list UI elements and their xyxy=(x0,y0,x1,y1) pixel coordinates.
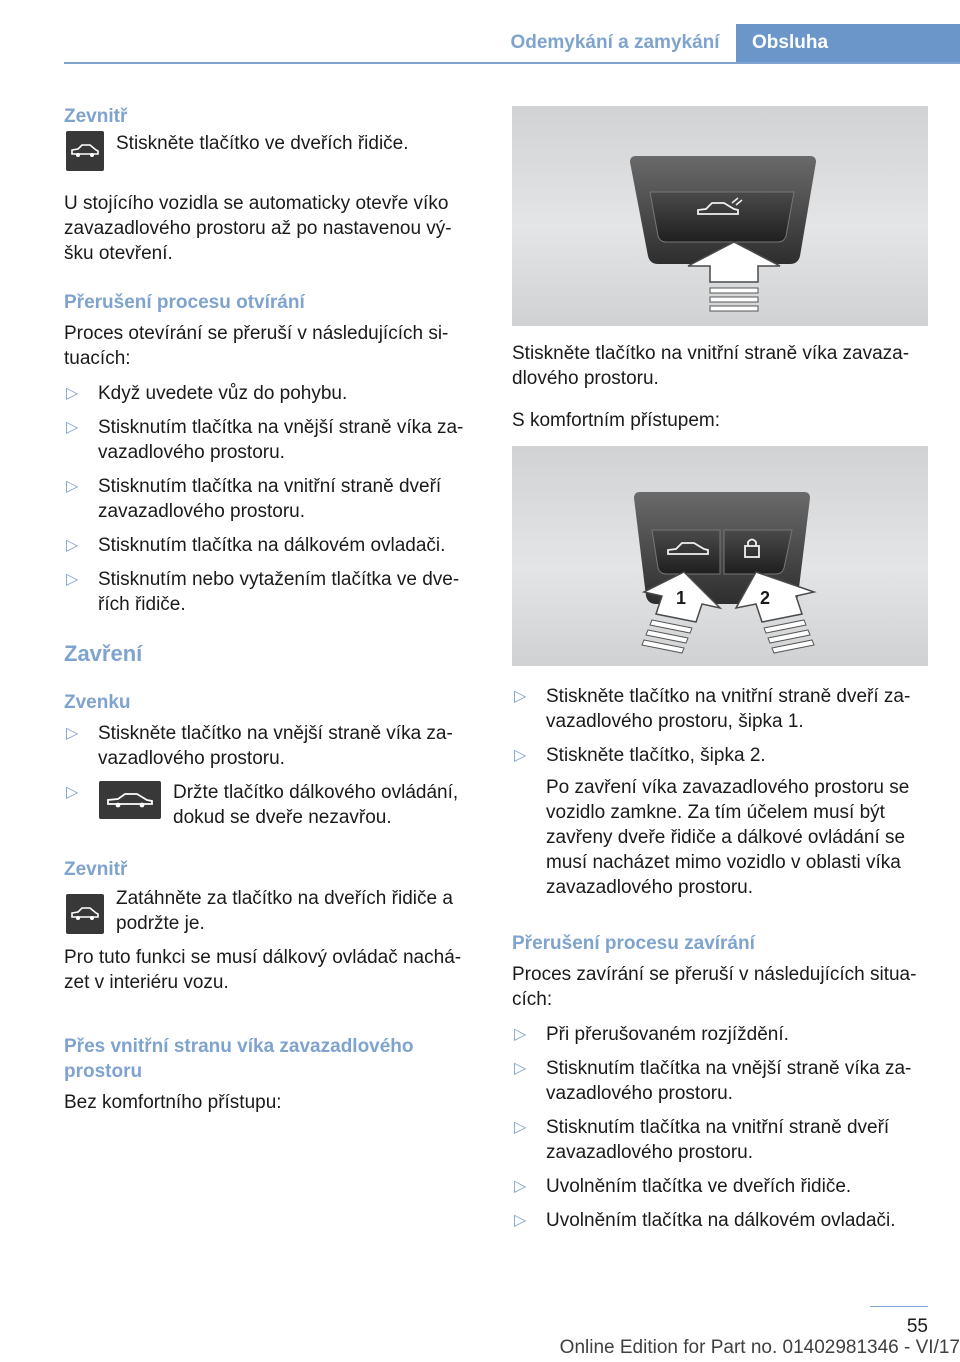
list-item xyxy=(512,1022,928,1047)
text-line: U stojícího vozidla se automaticky otevře víko xyxy=(64,193,449,214)
interrupt-opening-intro xyxy=(64,321,476,371)
header-chapter-tab: Obsluha xyxy=(736,24,960,62)
text-line: Když uvedete vůz do pohybu. xyxy=(98,383,348,404)
bullet-triangle-icon: ▷ xyxy=(66,571,79,588)
inside-close-text xyxy=(116,886,453,936)
text-line: šku otevření. xyxy=(64,243,173,264)
arrow-2-label: 2 xyxy=(760,588,771,608)
list-item xyxy=(512,1115,928,1165)
text-line: Stisknutím nebo vytažením tlačítka ve dve‐ xyxy=(98,569,460,590)
interrupt-closing-heading: Přerušení procesu zavírání xyxy=(512,933,755,954)
through-lid-heading xyxy=(64,1034,476,1084)
text-line: vozidlo zamkne. Za tím účelem musí být xyxy=(546,802,885,823)
text-line: cích: xyxy=(512,989,553,1010)
bullet-triangle-icon: ▷ xyxy=(514,1026,527,1043)
page-number: 55 xyxy=(906,1316,928,1337)
list-item xyxy=(64,533,476,558)
text-line: Při přerušovaném rozjíždění. xyxy=(546,1024,789,1045)
header-rule xyxy=(64,62,960,64)
text-line: prostoru xyxy=(64,1061,143,1082)
remote-trunk-button-icon xyxy=(99,781,161,819)
text-line: Stisknutím tlačítka na vnější straně víka za‐ xyxy=(546,1058,912,1079)
text-line: Stiskněte tlačítko, šipka 2. xyxy=(546,745,766,766)
outside-heading: Zvenku xyxy=(64,692,131,713)
list-item xyxy=(64,415,476,465)
bullet-triangle-icon: ▷ xyxy=(66,478,79,495)
footer-rule xyxy=(870,1306,928,1307)
text-line: zavřeny dveře řidiče a dálkové ovládání se xyxy=(546,827,906,848)
trunk-lock-buttons-photo xyxy=(512,446,928,666)
step2-note xyxy=(546,775,928,900)
inside-text: Stiskněte tlačítko ve dveřích řidiče. xyxy=(116,133,409,154)
list-item xyxy=(512,743,928,900)
bullet-triangle-icon: ▷ xyxy=(66,385,79,402)
outside-list xyxy=(64,721,476,830)
list-item xyxy=(64,474,476,524)
interrupt-opening-list xyxy=(64,381,476,617)
text-line: Uvolněním tlačítka ve dveřích řidiče. xyxy=(546,1176,852,1197)
text-line: Přes vnitřní stranu víka zavazadlového xyxy=(64,1036,414,1057)
text-line: zavazadlového prostoru. xyxy=(98,501,306,522)
text-line: Stisknutím tlačítka na vnitřní straně dveří xyxy=(546,1117,890,1138)
inside-close-heading: Zevnitř xyxy=(64,859,128,880)
text-line: Stisknutím tlačítka na dálkovém ovladači. xyxy=(98,535,446,556)
text-line: musí nacházet mimo vozidlo v oblasti víka xyxy=(546,852,901,873)
comfort-steps-list xyxy=(512,684,928,900)
text-line: vazadlového prostoru. xyxy=(546,1083,733,1104)
list-item xyxy=(512,1208,928,1233)
text-line: Zatáhněte za tlačítko na dveřích řidiče a xyxy=(116,888,453,909)
interrupt-closing-list xyxy=(512,1022,928,1233)
bullet-triangle-icon: ▷ xyxy=(514,1212,527,1229)
remote-requirement-paragraph xyxy=(64,945,476,995)
list-item xyxy=(512,1056,928,1106)
trunk-button-icon xyxy=(66,131,104,171)
inside-heading: Zevnitř xyxy=(64,106,128,127)
text-line: Po zavření víka zavazadlového prostoru se xyxy=(546,777,910,798)
text-line: podržte je. xyxy=(116,913,205,934)
trunk-button-icon xyxy=(66,894,104,934)
comfort-label: S komfortním přístupem: xyxy=(512,410,721,431)
list-item xyxy=(64,567,476,617)
text-line: Stiskněte tlačítko na vnitřní straně víka zavaza‐ xyxy=(512,343,910,364)
bullet-triangle-icon: ▷ xyxy=(66,537,79,554)
text-line: Stiskněte tlačítko na vnitřní straně dveří za‐ xyxy=(546,686,911,707)
interrupt-closing-intro xyxy=(512,962,928,1012)
text-line: Stiskněte tlačítko na vnější straně víka za‐ xyxy=(98,723,453,744)
interrupt-opening-heading: Přerušení procesu otvírání xyxy=(64,292,305,313)
no-comfort-label: Bez komfortního přístupu: xyxy=(64,1092,282,1113)
edition-footer: Online Edition for Part no. 01402981346 - VI/17 xyxy=(559,1337,960,1358)
remote-item-text xyxy=(173,780,458,830)
right-column-lower xyxy=(512,684,928,1233)
list-item xyxy=(64,721,476,771)
header-section-title: Odemykání a zamykání xyxy=(510,32,720,53)
bullet-triangle-icon: ▷ xyxy=(514,1119,527,1136)
text-line: Proces zavírání se přeruší v následujících situa‐ xyxy=(512,964,917,985)
bullet-triangle-icon: ▷ xyxy=(514,1060,527,1077)
text-line: zet v interiéru vozu. xyxy=(64,972,229,993)
bullet-triangle-icon: ▷ xyxy=(514,747,527,764)
text-line: Proces otevírání se přeruší v následujících si‐ xyxy=(64,323,449,344)
text-line: vazadlového prostoru, šipka 1. xyxy=(546,711,804,732)
bullet-triangle-icon: ▷ xyxy=(514,1178,527,1195)
text-line: dlového prostoru. xyxy=(512,368,659,389)
text-line: vazadlového prostoru. xyxy=(98,442,285,463)
inside-close-row xyxy=(64,890,476,945)
arrow-1-label: 1 xyxy=(676,588,687,608)
auto-open-paragraph xyxy=(64,191,476,266)
bullet-triangle-icon: ▷ xyxy=(66,419,79,436)
text-line: zavazadlového prostoru až po nastavenou vý‐ xyxy=(64,218,452,239)
left-column xyxy=(64,104,476,1115)
text-line: vazadlového prostoru. xyxy=(98,748,285,769)
bullet-triangle-icon: ▷ xyxy=(514,688,527,705)
text-line: zavazadlového prostoru. xyxy=(546,877,754,898)
list-item xyxy=(512,684,928,734)
close-heading: Zavření xyxy=(64,641,143,666)
text-line: řích řidiče. xyxy=(98,594,186,615)
text-line: Stisknutím tlačítka na vnější straně víka za‐ xyxy=(98,417,464,438)
photo1-caption xyxy=(512,341,928,391)
list-item xyxy=(64,780,476,830)
text-line: zavazadlového prostoru. xyxy=(546,1142,754,1163)
text-line: Uvolněním tlačítka na dálkovém ovladači. xyxy=(546,1210,896,1231)
text-line: tuacích: xyxy=(64,348,131,369)
inside-row xyxy=(64,133,476,189)
text-line: Pro tuto funkci se musí dálkový ovládač nachá‐ xyxy=(64,947,462,968)
bullet-triangle-icon: ▷ xyxy=(66,725,79,742)
trunk-button-photo xyxy=(512,106,928,326)
text-line: dokud se dveře nezavřou. xyxy=(173,807,392,828)
list-item xyxy=(512,1174,928,1199)
text-line: Stisknutím tlačítka na vnitřní straně dveří xyxy=(98,476,442,497)
bullet-triangle-icon: ▷ xyxy=(66,784,79,801)
text-line: Držte tlačítko dálkového ovládání, xyxy=(173,782,459,803)
list-item xyxy=(64,381,476,406)
